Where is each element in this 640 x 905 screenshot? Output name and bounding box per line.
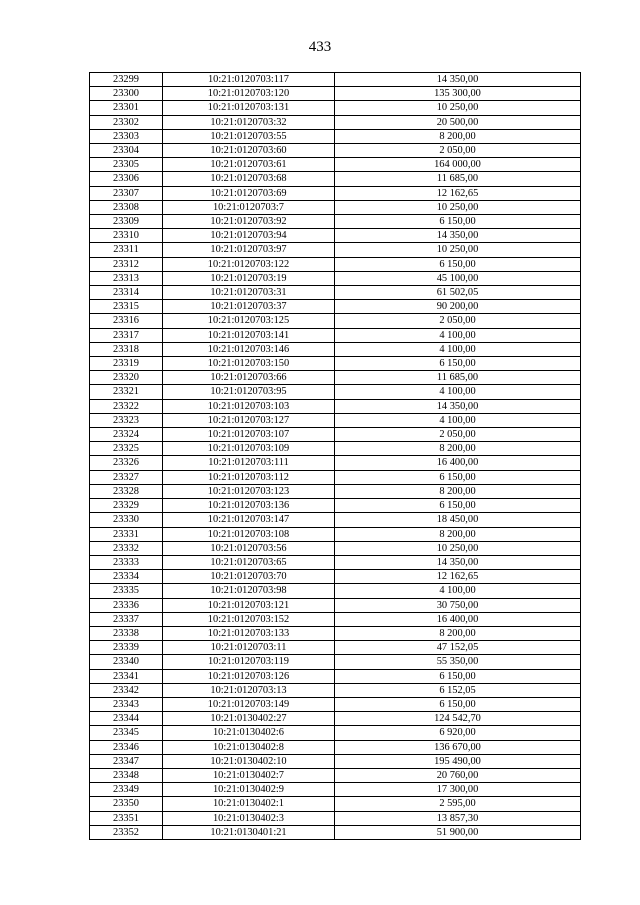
table-row — [90, 271, 581, 285]
table-row — [90, 229, 581, 243]
table-row — [90, 243, 581, 257]
value-cell: 4 100,00 — [335, 584, 581, 598]
value-cell: 6 150,00 — [335, 669, 581, 683]
cadastral-number-cell: 10:21:0120703:97 — [163, 243, 335, 257]
row-number-cell: 23308 — [90, 200, 163, 214]
value-cell: 6 150,00 — [335, 357, 581, 371]
row-number-cell: 23306 — [90, 172, 163, 186]
row-number-cell: 23311 — [90, 243, 163, 257]
cadastral-number-cell: 10:21:0120703:7 — [163, 200, 335, 214]
value-cell: 55 350,00 — [335, 655, 581, 669]
table-row — [90, 669, 581, 683]
cadastral-number-cell: 10:21:0130402:6 — [163, 726, 335, 740]
value-cell: 14 350,00 — [335, 399, 581, 413]
value-cell: 135 300,00 — [335, 87, 581, 101]
value-cell: 6 152,05 — [335, 683, 581, 697]
table-row — [90, 555, 581, 569]
value-cell: 8 200,00 — [335, 626, 581, 640]
value-cell: 11 685,00 — [335, 172, 581, 186]
table-row — [90, 115, 581, 129]
cadastral-number-cell: 10:21:0130402:8 — [163, 740, 335, 754]
row-number-cell: 23324 — [90, 428, 163, 442]
row-number-cell: 23335 — [90, 584, 163, 598]
value-cell: 124 542,70 — [335, 712, 581, 726]
cadastral-number-cell: 10:21:0130402:7 — [163, 768, 335, 782]
row-number-cell: 23310 — [90, 229, 163, 243]
table-row — [90, 570, 581, 584]
table-row — [90, 428, 581, 442]
value-cell: 47 152,05 — [335, 641, 581, 655]
value-cell: 4 100,00 — [335, 328, 581, 342]
table-row — [90, 712, 581, 726]
cadastral-number-cell: 10:21:0130402:27 — [163, 712, 335, 726]
value-cell: 90 200,00 — [335, 300, 581, 314]
value-cell: 10 250,00 — [335, 541, 581, 555]
cadastral-number-cell: 10:21:0120703:19 — [163, 271, 335, 285]
row-number-cell: 23332 — [90, 541, 163, 555]
value-cell: 14 350,00 — [335, 229, 581, 243]
row-number-cell: 23326 — [90, 456, 163, 470]
cadastral-number-cell: 10:21:0120703:127 — [163, 413, 335, 427]
table-row — [90, 342, 581, 356]
row-number-cell: 23299 — [90, 73, 163, 87]
row-number-cell: 23351 — [90, 811, 163, 825]
value-cell: 14 350,00 — [335, 555, 581, 569]
table-row — [90, 470, 581, 484]
value-cell: 14 350,00 — [335, 73, 581, 87]
cadastral-number-cell: 10:21:0120703:92 — [163, 215, 335, 229]
value-cell: 164 000,00 — [335, 158, 581, 172]
row-number-cell: 23343 — [90, 697, 163, 711]
row-number-cell: 23313 — [90, 271, 163, 285]
cadastral-number-cell: 10:21:0130402:3 — [163, 811, 335, 825]
row-number-cell: 23317 — [90, 328, 163, 342]
value-cell: 8 200,00 — [335, 484, 581, 498]
row-number-cell: 23345 — [90, 726, 163, 740]
table-row — [90, 413, 581, 427]
table-row — [90, 300, 581, 314]
value-cell: 195 490,00 — [335, 754, 581, 768]
table-row — [90, 158, 581, 172]
value-cell: 18 450,00 — [335, 513, 581, 527]
value-cell: 4 100,00 — [335, 342, 581, 356]
table-row — [90, 286, 581, 300]
cadastral-number-cell: 10:21:0120703:94 — [163, 229, 335, 243]
value-cell: 8 200,00 — [335, 129, 581, 143]
value-cell: 61 502,05 — [335, 286, 581, 300]
value-cell: 8 200,00 — [335, 442, 581, 456]
cadastral-number-cell: 10:21:0120703:125 — [163, 314, 335, 328]
cadastral-number-cell: 10:21:0120703:126 — [163, 669, 335, 683]
row-number-cell: 23320 — [90, 371, 163, 385]
cadastral-number-cell: 10:21:0120703:123 — [163, 484, 335, 498]
table-row — [90, 215, 581, 229]
value-cell: 51 900,00 — [335, 825, 581, 839]
table-row — [90, 314, 581, 328]
table-row — [90, 626, 581, 640]
value-cell: 30 750,00 — [335, 598, 581, 612]
row-number-cell: 23340 — [90, 655, 163, 669]
row-number-cell: 23304 — [90, 144, 163, 158]
row-number-cell: 23336 — [90, 598, 163, 612]
table-row — [90, 811, 581, 825]
cadastral-number-cell: 10:21:0120703:60 — [163, 144, 335, 158]
row-number-cell: 23328 — [90, 484, 163, 498]
table-row — [90, 144, 581, 158]
cadastral-number-cell: 10:21:0120703:69 — [163, 186, 335, 200]
cadastral-number-cell: 10:21:0120703:55 — [163, 129, 335, 143]
cadastral-number-cell: 10:21:0120703:122 — [163, 257, 335, 271]
row-number-cell: 23323 — [90, 413, 163, 427]
table-row — [90, 385, 581, 399]
table-row — [90, 825, 581, 839]
row-number-cell: 23303 — [90, 129, 163, 143]
value-cell: 20 760,00 — [335, 768, 581, 782]
row-number-cell: 23325 — [90, 442, 163, 456]
value-cell: 10 250,00 — [335, 200, 581, 214]
row-number-cell: 23334 — [90, 570, 163, 584]
value-cell: 20 500,00 — [335, 115, 581, 129]
table-row — [90, 768, 581, 782]
row-number-cell: 23329 — [90, 499, 163, 513]
value-cell: 17 300,00 — [335, 783, 581, 797]
value-cell: 6 920,00 — [335, 726, 581, 740]
table-row — [90, 754, 581, 768]
row-number-cell: 23342 — [90, 683, 163, 697]
cadastral-number-cell: 10:21:0120703:68 — [163, 172, 335, 186]
table-row — [90, 797, 581, 811]
row-number-cell: 23350 — [90, 797, 163, 811]
cadastral-number-cell: 10:21:0120703:65 — [163, 555, 335, 569]
value-cell: 6 150,00 — [335, 257, 581, 271]
table-row — [90, 87, 581, 101]
value-cell: 2 050,00 — [335, 314, 581, 328]
value-cell: 6 150,00 — [335, 697, 581, 711]
table-row — [90, 484, 581, 498]
row-number-cell: 23338 — [90, 626, 163, 640]
row-number-cell: 23305 — [90, 158, 163, 172]
table-row — [90, 357, 581, 371]
cadastral-number-cell: 10:21:0120703:146 — [163, 342, 335, 356]
value-cell: 12 162,65 — [335, 570, 581, 584]
row-number-cell: 23307 — [90, 186, 163, 200]
table-row — [90, 641, 581, 655]
table-row — [90, 73, 581, 87]
value-cell: 2 595,00 — [335, 797, 581, 811]
row-number-cell: 23322 — [90, 399, 163, 413]
row-number-cell: 23349 — [90, 783, 163, 797]
table-row — [90, 499, 581, 513]
row-number-cell: 23316 — [90, 314, 163, 328]
row-number-cell: 23314 — [90, 286, 163, 300]
table-row — [90, 655, 581, 669]
cadastral-number-cell: 10:21:0120703:95 — [163, 385, 335, 399]
cadastral-number-cell: 10:21:0120703:31 — [163, 286, 335, 300]
table-row — [90, 612, 581, 626]
value-cell: 11 685,00 — [335, 371, 581, 385]
cadastral-number-cell: 10:21:0120703:111 — [163, 456, 335, 470]
table-row — [90, 200, 581, 214]
value-cell: 12 162,65 — [335, 186, 581, 200]
cadastral-number-cell: 10:21:0120703:98 — [163, 584, 335, 598]
cadastral-number-cell: 10:21:0120703:121 — [163, 598, 335, 612]
row-number-cell: 23337 — [90, 612, 163, 626]
cadastral-number-cell: 10:21:0120703:150 — [163, 357, 335, 371]
table-row — [90, 726, 581, 740]
row-number-cell: 23301 — [90, 101, 163, 115]
table-body — [90, 73, 581, 840]
cadastral-number-cell: 10:21:0120703:136 — [163, 499, 335, 513]
table-row — [90, 513, 581, 527]
value-cell: 136 670,00 — [335, 740, 581, 754]
table-row — [90, 399, 581, 413]
value-cell: 13 857,30 — [335, 811, 581, 825]
table-row — [90, 129, 581, 143]
row-number-cell: 23344 — [90, 712, 163, 726]
row-number-cell: 23319 — [90, 357, 163, 371]
row-number-cell: 23300 — [90, 87, 163, 101]
table-row — [90, 683, 581, 697]
table-row — [90, 541, 581, 555]
cadastral-number-cell: 10:21:0120703:13 — [163, 683, 335, 697]
cadastral-number-cell: 10:21:0120703:107 — [163, 428, 335, 442]
table-row — [90, 740, 581, 754]
cadastral-number-cell: 10:21:0120703:61 — [163, 158, 335, 172]
table-row — [90, 584, 581, 598]
table-row — [90, 783, 581, 797]
row-number-cell: 23318 — [90, 342, 163, 356]
row-number-cell: 23321 — [90, 385, 163, 399]
cadastral-number-cell: 10:21:0120703:11 — [163, 641, 335, 655]
cadastral-number-cell: 10:21:0120703:117 — [163, 73, 335, 87]
cadastral-number-cell: 10:21:0120703:149 — [163, 697, 335, 711]
page-number: 433 — [308, 39, 332, 55]
table-row — [90, 172, 581, 186]
value-cell: 10 250,00 — [335, 101, 581, 115]
table-row — [90, 697, 581, 711]
row-number-cell: 23327 — [90, 470, 163, 484]
row-number-cell: 23352 — [90, 825, 163, 839]
row-number-cell: 23348 — [90, 768, 163, 782]
row-number-cell: 23309 — [90, 215, 163, 229]
row-number-cell: 23330 — [90, 513, 163, 527]
row-number-cell: 23347 — [90, 754, 163, 768]
cadastral-number-cell: 10:21:0120703:141 — [163, 328, 335, 342]
table-row — [90, 257, 581, 271]
cadastral-number-cell: 10:21:0130402:1 — [163, 797, 335, 811]
row-number-cell: 23302 — [90, 115, 163, 129]
cadastral-number-cell: 10:21:0120703:56 — [163, 541, 335, 555]
cadastral-number-cell: 10:21:0120703:103 — [163, 399, 335, 413]
table-row — [90, 328, 581, 342]
value-cell: 45 100,00 — [335, 271, 581, 285]
row-number-cell: 23331 — [90, 527, 163, 541]
value-cell: 6 150,00 — [335, 215, 581, 229]
cadastral-number-cell: 10:21:0120703:109 — [163, 442, 335, 456]
cadastral-value-table — [89, 72, 581, 840]
cadastral-number-cell: 10:21:0120703:131 — [163, 101, 335, 115]
cadastral-number-cell: 10:21:0120703:112 — [163, 470, 335, 484]
cadastral-number-cell: 10:21:0130402:10 — [163, 754, 335, 768]
cadastral-number-cell: 10:21:0120703:37 — [163, 300, 335, 314]
cadastral-number-cell: 10:21:0120703:32 — [163, 115, 335, 129]
value-cell: 2 050,00 — [335, 144, 581, 158]
value-cell: 2 050,00 — [335, 428, 581, 442]
table-row — [90, 598, 581, 612]
value-cell: 4 100,00 — [335, 413, 581, 427]
cadastral-number-cell: 10:21:0130401:21 — [163, 825, 335, 839]
table-row — [90, 101, 581, 115]
row-number-cell: 23333 — [90, 555, 163, 569]
cadastral-number-cell: 10:21:0130402:9 — [163, 783, 335, 797]
cadastral-number-cell: 10:21:0120703:108 — [163, 527, 335, 541]
table-row — [90, 186, 581, 200]
value-cell: 10 250,00 — [335, 243, 581, 257]
row-number-cell: 23341 — [90, 669, 163, 683]
value-cell: 4 100,00 — [335, 385, 581, 399]
table-row — [90, 442, 581, 456]
table-row — [90, 456, 581, 470]
value-cell: 16 400,00 — [335, 612, 581, 626]
value-cell: 6 150,00 — [335, 499, 581, 513]
cadastral-number-cell: 10:21:0120703:66 — [163, 371, 335, 385]
cadastral-number-cell: 10:21:0120703:120 — [163, 87, 335, 101]
value-cell: 8 200,00 — [335, 527, 581, 541]
cadastral-number-cell: 10:21:0120703:147 — [163, 513, 335, 527]
cadastral-number-cell: 10:21:0120703:133 — [163, 626, 335, 640]
row-number-cell: 23339 — [90, 641, 163, 655]
value-cell: 6 150,00 — [335, 470, 581, 484]
cadastral-number-cell: 10:21:0120703:119 — [163, 655, 335, 669]
cadastral-number-cell: 10:21:0120703:70 — [163, 570, 335, 584]
value-cell: 16 400,00 — [335, 456, 581, 470]
table-row — [90, 527, 581, 541]
cadastral-number-cell: 10:21:0120703:152 — [163, 612, 335, 626]
row-number-cell: 23315 — [90, 300, 163, 314]
row-number-cell: 23346 — [90, 740, 163, 754]
row-number-cell: 23312 — [90, 257, 163, 271]
table-row — [90, 371, 581, 385]
